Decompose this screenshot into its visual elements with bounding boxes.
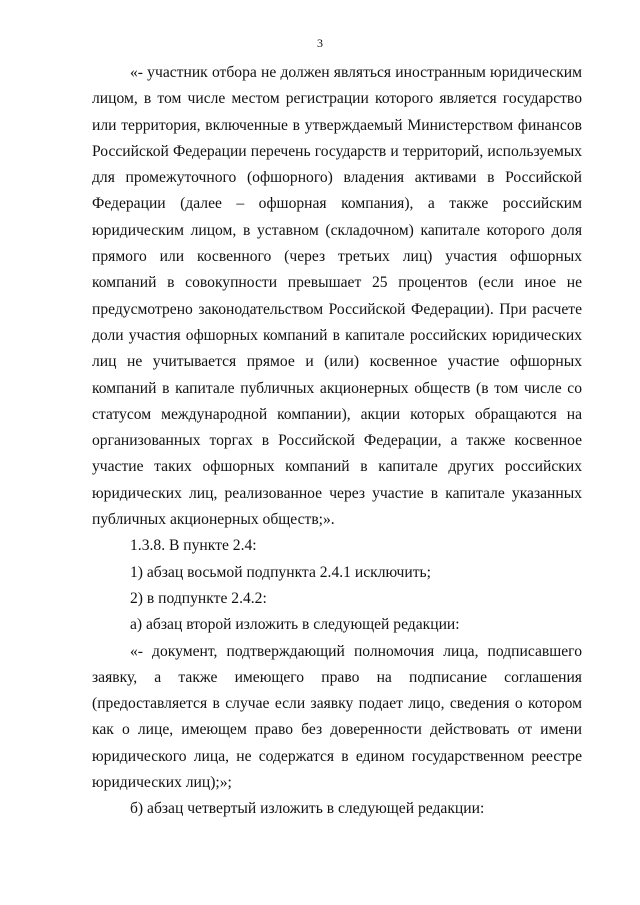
paragraph-item-1: 1) абзац восьмой подпункта 2.4.1 исключить; xyxy=(130,563,431,581)
document-body xyxy=(92,60,582,823)
paragraph-item-a: а) абзац второй изложить в следующей редакции: xyxy=(130,616,460,634)
page-number: 3 xyxy=(317,36,323,50)
paragraph-offshore-requirement: «- участник отбора не должен являться иностранным юридическим лицом, в том числе местом регистрации которого является государство или территория, включенные в утверждаемый Министерством финансов Российской Федерации перечень государств и территорий, используемых для промежуточного (офшорного) владения активами в Российской Федерации (далее – офшорная компания), а также российским юридическим лицом, в уставном (складочном) капитале которого доля прямого или косвенного (через третьих лиц) участия офшорных компаний в совокупности превышает 25 процентов (если иное не предусмотрено законодательством Российской Федерации). При расчете доли участия офшорных компаний в капитале российских юридических лиц не учитывается прямое и (или) косвенное участие офшорных компаний в капитале публичных акционерных обществ (в том числе со статусом международной компании), акции которых обращаются на организованных торгах в Российской Федерации, а также косвенное участие таких офшорных компаний в капитале других российских юридических лиц, реализованное через участие в капитале указанных публичных акционерных обществ;». xyxy=(92,64,582,529)
paragraph-clause-1-3-8: 1.3.8. В пункте 2.4: xyxy=(130,537,257,555)
paragraph-authority-document: «- документ, подтверждающий полномочия лица, подписавшего заявку, а также имеющего право на подписание соглашения (предоставляется в случае если заявку подает лицо, сведения о котором как о лице, имеющем право без доверенности действовать от имени юридического лица, не содержатся в едином государственном реестре юридических лиц);»; xyxy=(92,642,582,792)
paragraph-item-2: 2) в подпункте 2.4.2: xyxy=(130,589,267,607)
paragraph-item-b: б) абзац четвертый изложить в следующей редакции: xyxy=(130,800,485,818)
